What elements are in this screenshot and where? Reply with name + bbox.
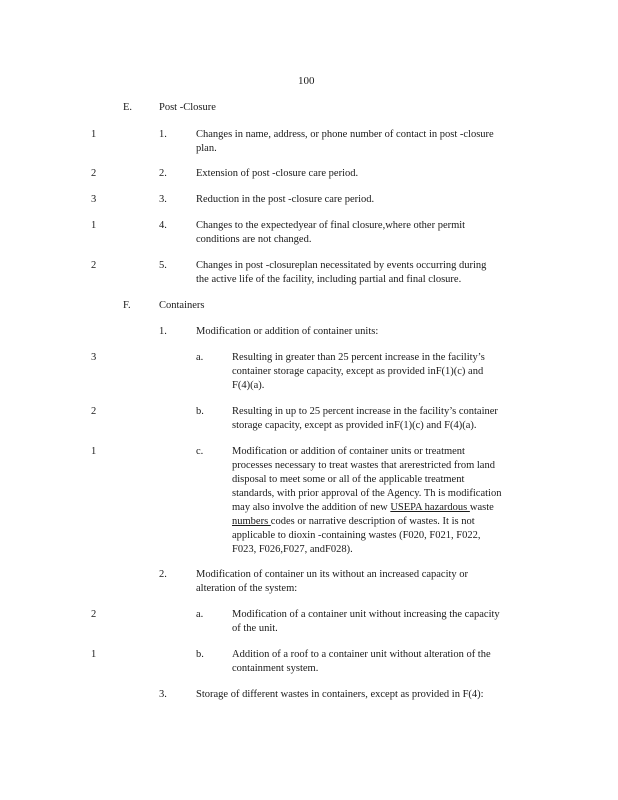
item-number: 4. [159,220,167,231]
class-number: 1 [91,129,97,140]
subitem-letter: a. [196,352,204,363]
text-line: Modification of a container unit without increasing the capacity [232,609,500,620]
subitem-letter: a. [196,609,204,620]
subitem-text [232,608,500,636]
class-number: 2 [91,406,97,417]
subitem-text [232,648,491,676]
section-title: Post -Closure [159,102,216,113]
item-number: 3. [159,194,167,205]
class-number: 1 [91,649,97,660]
text-line: alteration of the system: [196,583,298,594]
underlined-text: numbers [232,516,271,527]
text-line: container storage capacity, except as provided inF(1)(c) and [232,366,484,377]
class-number: 1 [91,446,97,457]
item-number: 3. [159,689,167,700]
class-number: 2 [91,609,97,620]
text-line: Modification or addition of container units or treatment [232,446,465,457]
item-number: 1. [159,129,167,140]
text-line: Addition of a roof to a container unit without alteration of the [232,649,491,660]
item-text [196,259,486,287]
section-letter: E. [123,102,133,113]
item-number: 5. [159,260,167,271]
text-line: Modification of container un its without an increased capacity or [196,569,469,580]
text-line: storage capacity, except as provided inF(1)(c) and F(4)(a). [232,420,477,431]
class-number: 3 [91,352,97,363]
text-line: Storage of different wastes in containers, except as provided in F(4): [196,689,484,700]
text-line: F(4)(a). [232,380,265,391]
subitem-letter: b. [196,406,204,417]
class-number: 2 [91,168,97,179]
text-line: of the unit. [232,623,278,634]
section-letter: F. [123,300,131,311]
subitem-text [232,351,485,393]
text-line: processes necessary to treat wastes that arerestricted from land [232,460,495,471]
text-line: conditions are not changed. [196,234,312,245]
text-line: Changes in post -closureplan necessitated by events occurring during [196,260,487,271]
item-text [196,193,374,207]
text-line: applicable to dioxin -containing wastes (F020, F021, F022, [232,530,481,541]
item-number: 1. [159,326,167,337]
item-number: 2. [159,569,167,580]
text-line: standards, with prior approval of the Agency. Th is modification [232,488,502,499]
subitem-letter: b. [196,649,204,660]
item-text [196,568,468,596]
text-line: Reduction in the post -closure care period. [196,194,375,205]
text-line: numbers codes or narrative description of wastes. It is not [232,516,475,527]
item-text [196,219,465,247]
subitem-letter: c. [196,446,204,457]
text-line: Extension of post -closure care period. [196,168,359,179]
text-line: Resulting in greater than 25 percent increase in the facility’s [232,352,485,363]
text-line: Changes in name, address, or phone number of contact in post -closure [196,129,494,140]
text-line: plan. [196,143,217,154]
text-line: Changes to the expectedyear of final closure,where other permit [196,220,466,231]
item-number: 2. [159,168,167,179]
text-line: F023, F026,F027, andF028). [232,544,353,555]
item-text [196,128,494,156]
subitem-text [232,405,498,433]
text-line: containment system. [232,663,319,674]
class-number: 3 [91,194,97,205]
text-line: may also involve the addition of new USEPA hazardous waste [232,502,494,513]
class-number: 2 [91,260,97,271]
item-text [196,688,484,702]
item-text [196,325,378,339]
text-line: Resulting in up to 25 percent increase in the facility’s container [232,406,498,417]
text-line: the active life of the facility, including partial and final closure. [196,274,462,285]
text-line: Modification or addition of container units: [196,326,379,337]
page-number: 100 [298,75,315,87]
underlined-text: USEPA hazardous [390,502,470,513]
text-line: disposal to meet some or all of the applicable treatment [232,474,465,485]
subitem-text [232,445,501,557]
item-text [196,167,358,181]
class-number: 1 [91,220,97,231]
section-title: Containers [159,300,205,311]
